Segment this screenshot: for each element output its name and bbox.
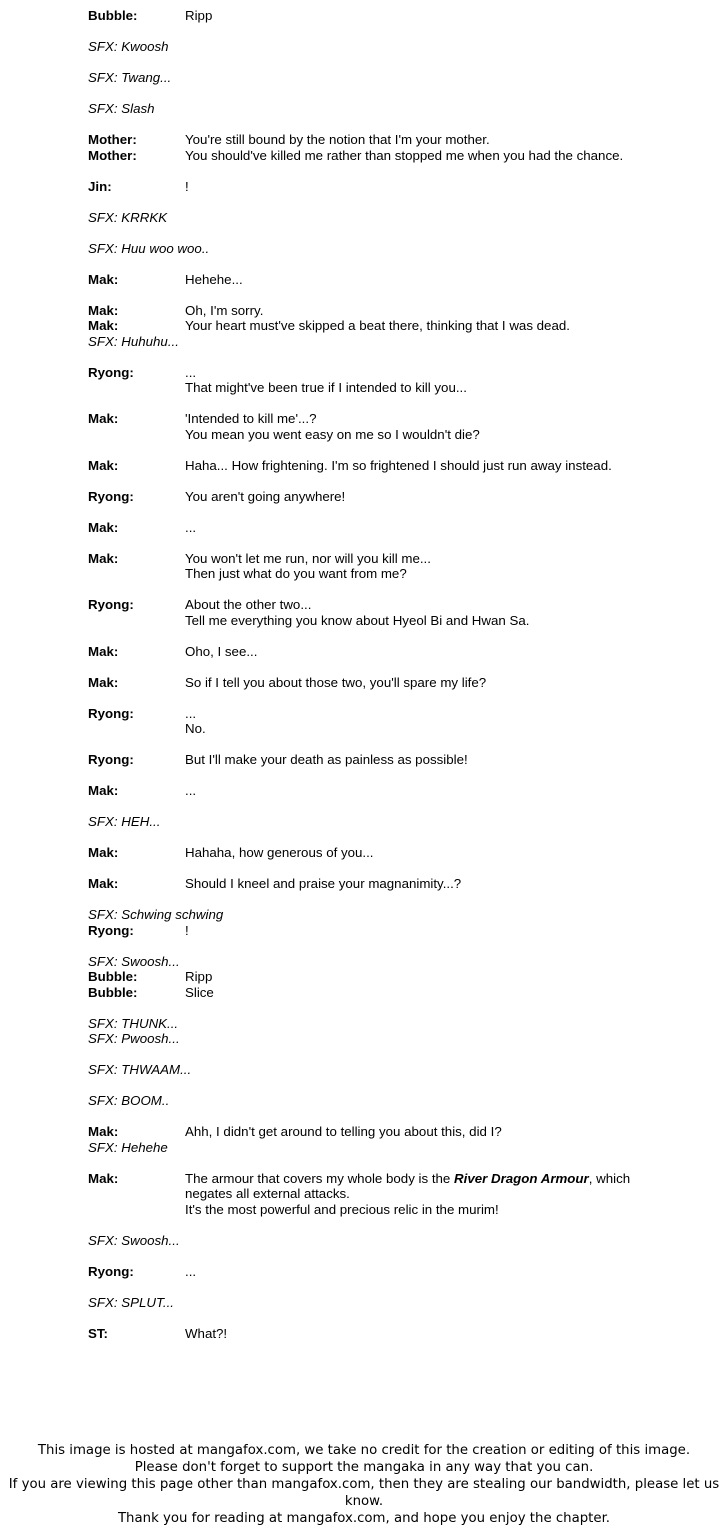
- dialogue-text: [185, 148, 708, 164]
- dialogue-text: [185, 520, 708, 536]
- speaker-name: [88, 721, 185, 737]
- dialogue-block: [88, 1264, 708, 1280]
- dialogue-line: [88, 613, 708, 629]
- dialogue-text-part: It's the most powerful and precious relic in the murim!: [185, 1201, 499, 1217]
- dialogue-block: [88, 675, 708, 691]
- dialogue-block: [88, 458, 708, 474]
- dialogue-line: [88, 566, 708, 582]
- dialogue-text-part: Ahh, I didn't get around to telling you about this, did I?: [185, 1124, 502, 1139]
- dialogue-text: [185, 1171, 708, 1187]
- emphasized-term: River Dragon Armour: [454, 1170, 589, 1186]
- dialogue-text-part: About the other two...: [185, 597, 312, 612]
- notice-line: Please don't forget to support the mangaka in any way that you can.: [134, 1460, 594, 1475]
- speaker-name: Mak:: [88, 457, 119, 473]
- dialogue-line: [88, 520, 708, 536]
- dialogue-block: [88, 551, 708, 582]
- speaker-name: Mak:: [88, 674, 119, 690]
- dialogue-block: [88, 1171, 708, 1218]
- speaker-name: Mak:: [88, 302, 119, 318]
- speaker-name: Mak:: [88, 318, 119, 333]
- speaker-name: [88, 566, 185, 582]
- dialogue-text-part: You mean you went easy on me so I wouldn't die?: [185, 426, 480, 442]
- dialogue-text-part: Tell me everything you know about Hyeol Bi and Hwan Sa.: [185, 612, 530, 628]
- dialogue-text: [185, 365, 708, 381]
- dialogue-line: [88, 132, 708, 148]
- dialogue-block: [88, 411, 708, 442]
- dialogue-line: [88, 1171, 708, 1187]
- dialogue-text-part: Oh, I'm sorry.: [185, 302, 264, 318]
- dialogue-block: [88, 644, 708, 660]
- speaker-name: Bubble:: [88, 984, 138, 1000]
- dialogue-line: [88, 675, 708, 691]
- speaker-name: Mak:: [88, 876, 119, 891]
- dialogue-line: [88, 179, 708, 195]
- dialogue-line: [88, 969, 708, 985]
- sfx-line: [88, 101, 708, 117]
- dialogue-text-part: Oho, I see...: [185, 643, 258, 659]
- sfx-text: SFX: THWAAM...: [88, 1062, 192, 1077]
- dialogue-block: [88, 520, 708, 536]
- sfx-text: SFX: BOOM..: [88, 1093, 170, 1108]
- dialogue-block: [88, 241, 708, 257]
- sfx-text: SFX: Kwoosh: [88, 39, 169, 54]
- dialogue-block: [88, 876, 708, 892]
- dialogue-text: [185, 923, 708, 939]
- dialogue-text-part: What?!: [185, 1325, 228, 1341]
- dialogue-text: [185, 551, 708, 567]
- dialogue-block: [88, 1326, 708, 1342]
- sfx-text: SFX: Schwing schwing: [88, 907, 224, 922]
- dialogue-text-part: !: [185, 178, 189, 194]
- speaker-name: ST:: [88, 1325, 108, 1341]
- speaker-name: Mak:: [88, 643, 119, 659]
- sfx-text: SFX: Hehehe: [88, 1139, 168, 1155]
- speaker-name: Ryong:: [88, 1263, 134, 1279]
- sfx-line: [88, 39, 708, 55]
- dialogue-text: [185, 1326, 708, 1342]
- dialogue-text: [185, 272, 708, 288]
- dialogue-line: [88, 411, 708, 427]
- notice-line: If you are viewing this page other than mangafox.com, then they are stealing our bandwidth, please let us know.: [8, 1477, 720, 1509]
- speaker-name: Mak:: [88, 1170, 119, 1186]
- dialogue-block: [88, 907, 708, 938]
- dialogue-text-part: But I'll make your death as painless as possible!: [185, 752, 468, 767]
- notice-line: Thank you for reading at mangafox.com, and hope you enjoy the chapter.: [117, 1511, 611, 1526]
- dialogue-text-part: Haha... How frightening. I'm so frightened I should just run away instead.: [185, 457, 612, 473]
- dialogue-line: [88, 1326, 708, 1342]
- speaker-name: Mak:: [88, 783, 119, 798]
- dialogue-block: [88, 132, 708, 163]
- translation-script: [88, 8, 708, 1357]
- dialogue-block: [88, 272, 708, 288]
- sfx-text: SFX: Huhuhu...: [88, 333, 179, 349]
- dialogue-block: [88, 1295, 708, 1311]
- dialogue-text-part: So if I tell you about those two, you'll spare my life?: [185, 674, 487, 690]
- dialogue-text-part: Hahaha, how generous of you...: [185, 845, 374, 860]
- dialogue-block: [88, 954, 708, 1001]
- dialogue-text-part: You're still bound by the notion that I'm your mother.: [185, 132, 490, 147]
- dialogue-text: [185, 489, 708, 505]
- speaker-name: Ryong:: [88, 364, 134, 380]
- dialogue-text: [185, 783, 708, 799]
- sfx-text: SFX: HEH...: [88, 814, 161, 829]
- dialogue-text: [185, 1124, 708, 1140]
- speaker-name: [88, 380, 185, 396]
- dialogue-text-part: Ripp: [185, 969, 213, 984]
- dialogue-block: [88, 365, 708, 396]
- dialogue-block: [88, 1124, 708, 1155]
- dialogue-line: [88, 427, 708, 443]
- dialogue-text: [185, 597, 708, 613]
- dialogue-block: [88, 1233, 708, 1249]
- speaker-name: Ryong:: [88, 922, 134, 938]
- dialogue-text-part: Hehehe...: [185, 271, 243, 287]
- dialogue-line: [88, 272, 708, 288]
- sfx-line: [88, 1016, 708, 1032]
- dialogue-text: [185, 876, 708, 892]
- dialogue-line: [88, 489, 708, 505]
- dialogue-text-part: Slice: [185, 984, 214, 1000]
- dialogue-block: [88, 1062, 708, 1078]
- speaker-name: [88, 1186, 185, 1202]
- dialogue-line: [88, 783, 708, 799]
- dialogue-text: [185, 380, 708, 396]
- dialogue-line: [88, 303, 708, 319]
- dialogue-block: [88, 1093, 708, 1109]
- notice-line: This image is hosted at mangafox.com, we take no credit for the creation or editing of this image.: [37, 1443, 691, 1458]
- speaker-name: Mak:: [88, 845, 119, 860]
- dialogue-text-part: 'Intended to kill me'...?: [185, 411, 317, 426]
- speaker-name: Mak:: [88, 411, 119, 426]
- dialogue-block: [88, 489, 708, 505]
- dialogue-text: [185, 613, 708, 629]
- dialogue-text: [185, 985, 708, 1001]
- dialogue-text: [185, 458, 708, 474]
- dialogue-block: [88, 179, 708, 195]
- dialogue-text-part: , which: [588, 1170, 631, 1186]
- dialogue-text: [185, 644, 708, 660]
- dialogue-block: [88, 597, 708, 628]
- sfx-text: SFX: Swoosh...: [88, 953, 180, 969]
- sfx-line: [88, 210, 708, 226]
- speaker-name: Ryong:: [88, 705, 134, 721]
- dialogue-text: [185, 1202, 708, 1218]
- dialogue-line: [88, 551, 708, 567]
- dialogue-text-part: ...: [185, 519, 197, 535]
- dialogue-text: [185, 845, 708, 861]
- speaker-name: [88, 1202, 185, 1218]
- speaker-name: [88, 427, 185, 443]
- dialogue-text: [185, 8, 708, 24]
- dialogue-line: [88, 458, 708, 474]
- dialogue-text: [185, 969, 708, 985]
- sfx-line: [88, 1233, 708, 1249]
- sfx-line: [88, 907, 708, 923]
- dialogue-text: [185, 721, 708, 737]
- speaker-name: Mother:: [88, 147, 137, 163]
- dialogue-line: [88, 876, 708, 892]
- sfx-line: [88, 1295, 708, 1311]
- dialogue-block: [88, 783, 708, 799]
- dialogue-text: [185, 427, 708, 443]
- dialogue-block: [88, 814, 708, 830]
- dialogue-block: [88, 845, 708, 861]
- dialogue-text-part: ...: [185, 1263, 197, 1279]
- dialogue-line: [88, 706, 708, 722]
- dialogue-text: [185, 706, 708, 722]
- dialogue-text-part: ...: [185, 783, 197, 798]
- dialogue-text-part: !: [185, 922, 189, 938]
- dialogue-text: [185, 303, 708, 319]
- dialogue-text: [185, 318, 708, 334]
- dialogue-line: [88, 923, 708, 939]
- dialogue-block: [88, 303, 708, 350]
- dialogue-line: [88, 985, 708, 1001]
- speaker-name: Mak:: [88, 1124, 119, 1139]
- speaker-name: [88, 613, 185, 629]
- dialogue-block: [88, 1016, 708, 1047]
- speaker-name: Mak:: [88, 550, 119, 566]
- sfx-text: SFX: Slash: [88, 101, 155, 116]
- dialogue-line: [88, 148, 708, 164]
- dialogue-text-part: Should I kneel and praise your magnanimity...?: [185, 876, 462, 891]
- speaker-name: Ryong:: [88, 597, 134, 612]
- dialogue-line: [88, 365, 708, 381]
- dialogue-text-part: The armour that covers my whole body is the: [185, 1170, 455, 1186]
- dialogue-text-part: You should've killed me rather than stopped me when you had the chance.: [185, 147, 624, 163]
- speaker-name: Mother:: [88, 132, 137, 147]
- sfx-text: SFX: Twang...: [88, 70, 172, 85]
- dialogue-text-part: Then just what do you want from me?: [185, 566, 407, 581]
- dialogue-line: [88, 1124, 708, 1140]
- dialogue-text: [185, 566, 708, 582]
- sfx-text: SFX: Swoosh...: [88, 1232, 180, 1248]
- dialogue-line: [88, 752, 708, 768]
- sfx-line: [88, 1093, 708, 1109]
- hosting-notice: [0, 1442, 728, 1527]
- dialogue-block: [88, 101, 708, 117]
- dialogue-block: [88, 8, 708, 24]
- dialogue-line: [88, 597, 708, 613]
- speaker-name: Jin:: [88, 178, 112, 194]
- speaker-name: Bubble:: [88, 8, 138, 23]
- dialogue-text: [185, 1264, 708, 1280]
- dialogue-text: [185, 675, 708, 691]
- dialogue-text: [185, 132, 708, 148]
- sfx-line: [88, 70, 708, 86]
- sfx-line: [88, 814, 708, 830]
- sfx-text: SFX: Pwoosh...: [88, 1031, 180, 1046]
- dialogue-block: [88, 706, 708, 737]
- sfx-line: [88, 241, 708, 257]
- sfx-line: [88, 1031, 708, 1047]
- dialogue-text-part: You won't let me run, nor will you kill me...: [185, 550, 431, 566]
- sfx-line: [88, 954, 708, 970]
- dialogue-block: [88, 210, 708, 226]
- dialogue-line: [88, 1264, 708, 1280]
- dialogue-text-part: That might've been true if I intended to kill you...: [185, 380, 467, 395]
- dialogue-line: [88, 1186, 708, 1202]
- dialogue-line: [88, 318, 708, 334]
- dialogue-text-part: You aren't going anywhere!: [185, 488, 346, 504]
- dialogue-line: [88, 721, 708, 737]
- dialogue-text: [185, 179, 708, 195]
- sfx-line: [88, 334, 708, 350]
- sfx-line: [88, 1140, 708, 1156]
- speaker-name: Mak:: [88, 271, 119, 287]
- speaker-name: Ryong:: [88, 752, 134, 767]
- dialogue-text-part: Ripp: [185, 8, 213, 23]
- dialogue-text-part: Your heart must've skipped a beat there, thinking that I was dead.: [185, 318, 570, 333]
- dialogue-line: [88, 1202, 708, 1218]
- dialogue-block: [88, 70, 708, 86]
- sfx-text: SFX: KRRKK: [88, 209, 168, 225]
- sfx-line: [88, 1062, 708, 1078]
- dialogue-block: [88, 39, 708, 55]
- dialogue-line: [88, 380, 708, 396]
- speaker-name: Mak:: [88, 519, 119, 535]
- dialogue-line: [88, 845, 708, 861]
- sfx-text: SFX: THUNK...: [88, 1015, 179, 1031]
- sfx-text: SFX: Huu woo woo..: [88, 240, 210, 256]
- dialogue-text-part: negates all external attacks.: [185, 1186, 350, 1201]
- dialogue-text: [185, 752, 708, 768]
- speaker-name: Ryong:: [88, 488, 134, 504]
- dialogue-line: [88, 8, 708, 24]
- dialogue-text: [185, 411, 708, 427]
- speaker-name: Bubble:: [88, 969, 138, 984]
- dialogue-text: [185, 1186, 708, 1202]
- dialogue-text-part: ...: [185, 364, 197, 380]
- dialogue-block: [88, 752, 708, 768]
- dialogue-line: [88, 644, 708, 660]
- sfx-text: SFX: SPLUT...: [88, 1294, 174, 1310]
- dialogue-text-part: No.: [185, 721, 206, 736]
- dialogue-text-part: ...: [185, 705, 197, 721]
